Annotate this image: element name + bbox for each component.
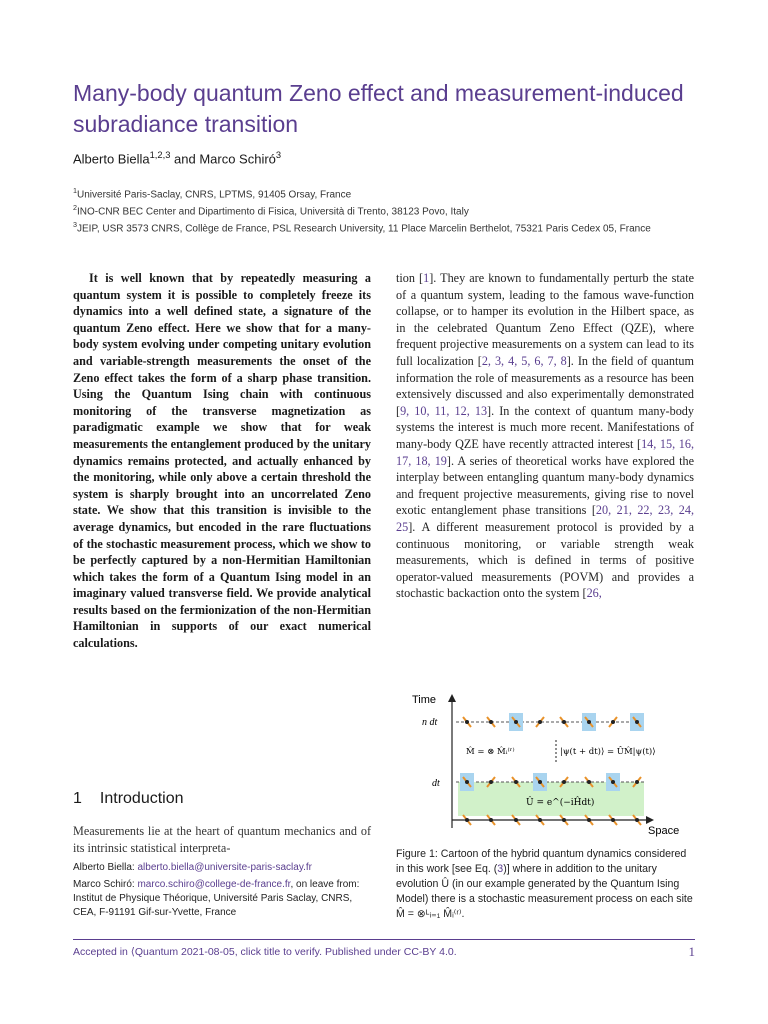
figure-caption: Figure 1: Cartoon of the hybrid quantum dynamics considered in this work [see Eq. (3)] where in addition to the unitary evolution Û (in our example generated by the Quantum Ising Model) there is a stochastic measurement process on each site M̂ = ⊗ᴸᵢ₌₁ M̂ᵢ⁽ʳ⁾. <box>396 848 693 920</box>
footnote-name: Alberto Biella: <box>73 862 138 873</box>
author-conjunction: and <box>170 151 200 167</box>
section-heading <box>73 790 184 808</box>
footer-acceptance-note[interactable]: Accepted in ⟨Quantum 2021-08-05, click title to verify. Published under CC-BY 4.0. <box>73 946 457 958</box>
author-affiliation-marker: 1,2,3 <box>149 150 171 160</box>
figure-1-diagram <box>396 688 696 838</box>
space-axis-arrow-icon <box>646 816 654 824</box>
citation-link[interactable]: 26, <box>586 586 602 601</box>
time-label: Time <box>412 694 437 706</box>
footer-divider <box>73 939 695 940</box>
unitary-operator-label: Û = e^(−iĤdt) <box>526 798 595 808</box>
caption-label: Figure 1: <box>396 848 441 860</box>
affiliation <box>73 216 698 237</box>
email-link[interactable]: marco.schiro@college-de-france.fr <box>137 879 291 890</box>
affiliation-text: INO-CNR BEC Center and Dipartimento di Fisica, Università di Trento, 38123 Povo, Italy <box>77 206 469 218</box>
state-update-label: |ψ(t + dt)⟩ = ÛM̂|ψ(t)⟩ <box>560 747 656 757</box>
footnote-email <box>73 878 371 920</box>
citation-link[interactable]: 9, 10, 11, 12, 13 <box>400 403 488 418</box>
affiliation-text: JEIP, USR 3573 CNRS, Collège de France, PSL Research University, 11 Place Marcelin Berthelot, 75321 Paris Cedex 05, France <box>77 223 651 235</box>
affiliation-marker: 3 <box>73 220 77 229</box>
section-number: 1 <box>73 790 82 807</box>
author-name: Alberto Biella <box>73 151 150 167</box>
body-paragraph: tion [1]. They are known to fundamentally perturb the state of a quantum system, leading to the famous wave-function collapse, or to hamper its evolution in the Hilbert space, as in the celebrated Quantum Zeno Effect (QZE), where frequent projective measurements on a system can lead to its full localization [2, 3, 4, 5, 6, 7, 8]. In the field of quantum information the role of measurements as a resource has been extensively discussed and also experimentally demonstrated [9, 10, 11, 12, 13]. In the context of quantum many-body systems the interest is much more recent. Manifestations of many-body QZE have recently attracted interest [14, 15, 16, 17, 18, 19]. A series of theoretical works have explored the interplay between entangling quantum many-body dynamics and frequent projective measurements, giving rise to novel exotic entanglement phase transitions [20, 21, 22, 23, 24, 25]. A different measurement protocol is provided by a continuous monitoring, or variable strength weak measurements, which is defined in terms of positive operator-valued measurements (POVM) and provides a stochastic backaction onto the system [26, <box>396 271 695 601</box>
citation-link[interactable]: 14, 15, 16, 17, 18, 19 <box>396 436 695 468</box>
citation-link[interactable]: 1 <box>423 271 430 285</box>
affiliation-marker: 1 <box>73 186 77 195</box>
measurement-operator-label: M̂ = ⊗ M̂ᵢ⁽ʳ⁾ <box>466 747 515 757</box>
space-label: Space <box>648 825 680 837</box>
dt-label: dt <box>432 778 440 789</box>
ndt-label: n dt <box>422 717 438 728</box>
page-number: 1 <box>688 944 695 959</box>
email-link[interactable]: alberto.biella@universite-paris-saclay.fr <box>137 862 312 873</box>
author-list <box>73 150 281 166</box>
abstract: It is well known that by repeatedly measuring a quantum system it is possible to completely freeze its dynamics into a well defined state, a signature of the quantum Zeno effect. Here we show that for a many-body system evolving under competing unitary evolution and variable-strength measurements the onset of the Zeno effect takes the form of a sharp phase transition. Using the Quantum Ising chain with continuous monitoring of the transverse magnetization as paradigmatic example we show that for weak measurements the entanglement produced by the unitary dynamics remains protected, and actually enhanced by the monitoring, while only above a certain threshold the system is sharply brought into an uncorrelated Zeno state. We show that this transition is invisible to the average dynamics, but encoded in the rare fluctuations of the stochastic measurement process, which we show to be perfectly captured by a non-Hermitian Hamiltonian which takes the form of a Quantum Ising model in an imaginary valued transverse field. We provide analytical results based on the fermionization of the non-Hermitian Hamiltonian in supports of our exact numerical calculations. <box>73 271 371 651</box>
paper-title[interactable]: Many-body quantum Zeno effect and measurement-induced subradiance transition <box>73 80 684 137</box>
footnote-text: , on leave from: Institut de Physique Théorique, Université Paris Saclay, CNRS, CEA, F-91191 Gif-sur-Yvette, France <box>73 879 360 918</box>
time-axis-arrow-icon <box>448 694 456 702</box>
citation-link[interactable]: 2, 3, 4, 5, 6, 7, 8 <box>481 353 567 368</box>
equation-ref-link[interactable]: 3 <box>497 863 504 875</box>
footnote-name: Marco Schiró: <box>73 879 138 890</box>
citation-link[interactable]: 20, 21, 22, 23, 24, 25 <box>396 503 694 534</box>
intro-paragraph: Measurements lie at the heart of quantum mechanics and of its intrinsic statistical interpreta- <box>73 824 371 855</box>
affiliation-text: Université Paris-Saclay, CNRS, LPTMS, 91405 Orsay, France <box>77 189 352 201</box>
author-affiliation-marker: 3 <box>275 150 282 160</box>
author-name: Marco Schiró <box>199 151 276 167</box>
section-title: Introduction <box>99 790 184 807</box>
affiliation-marker: 2 <box>73 203 77 212</box>
footnote-email <box>73 861 371 875</box>
